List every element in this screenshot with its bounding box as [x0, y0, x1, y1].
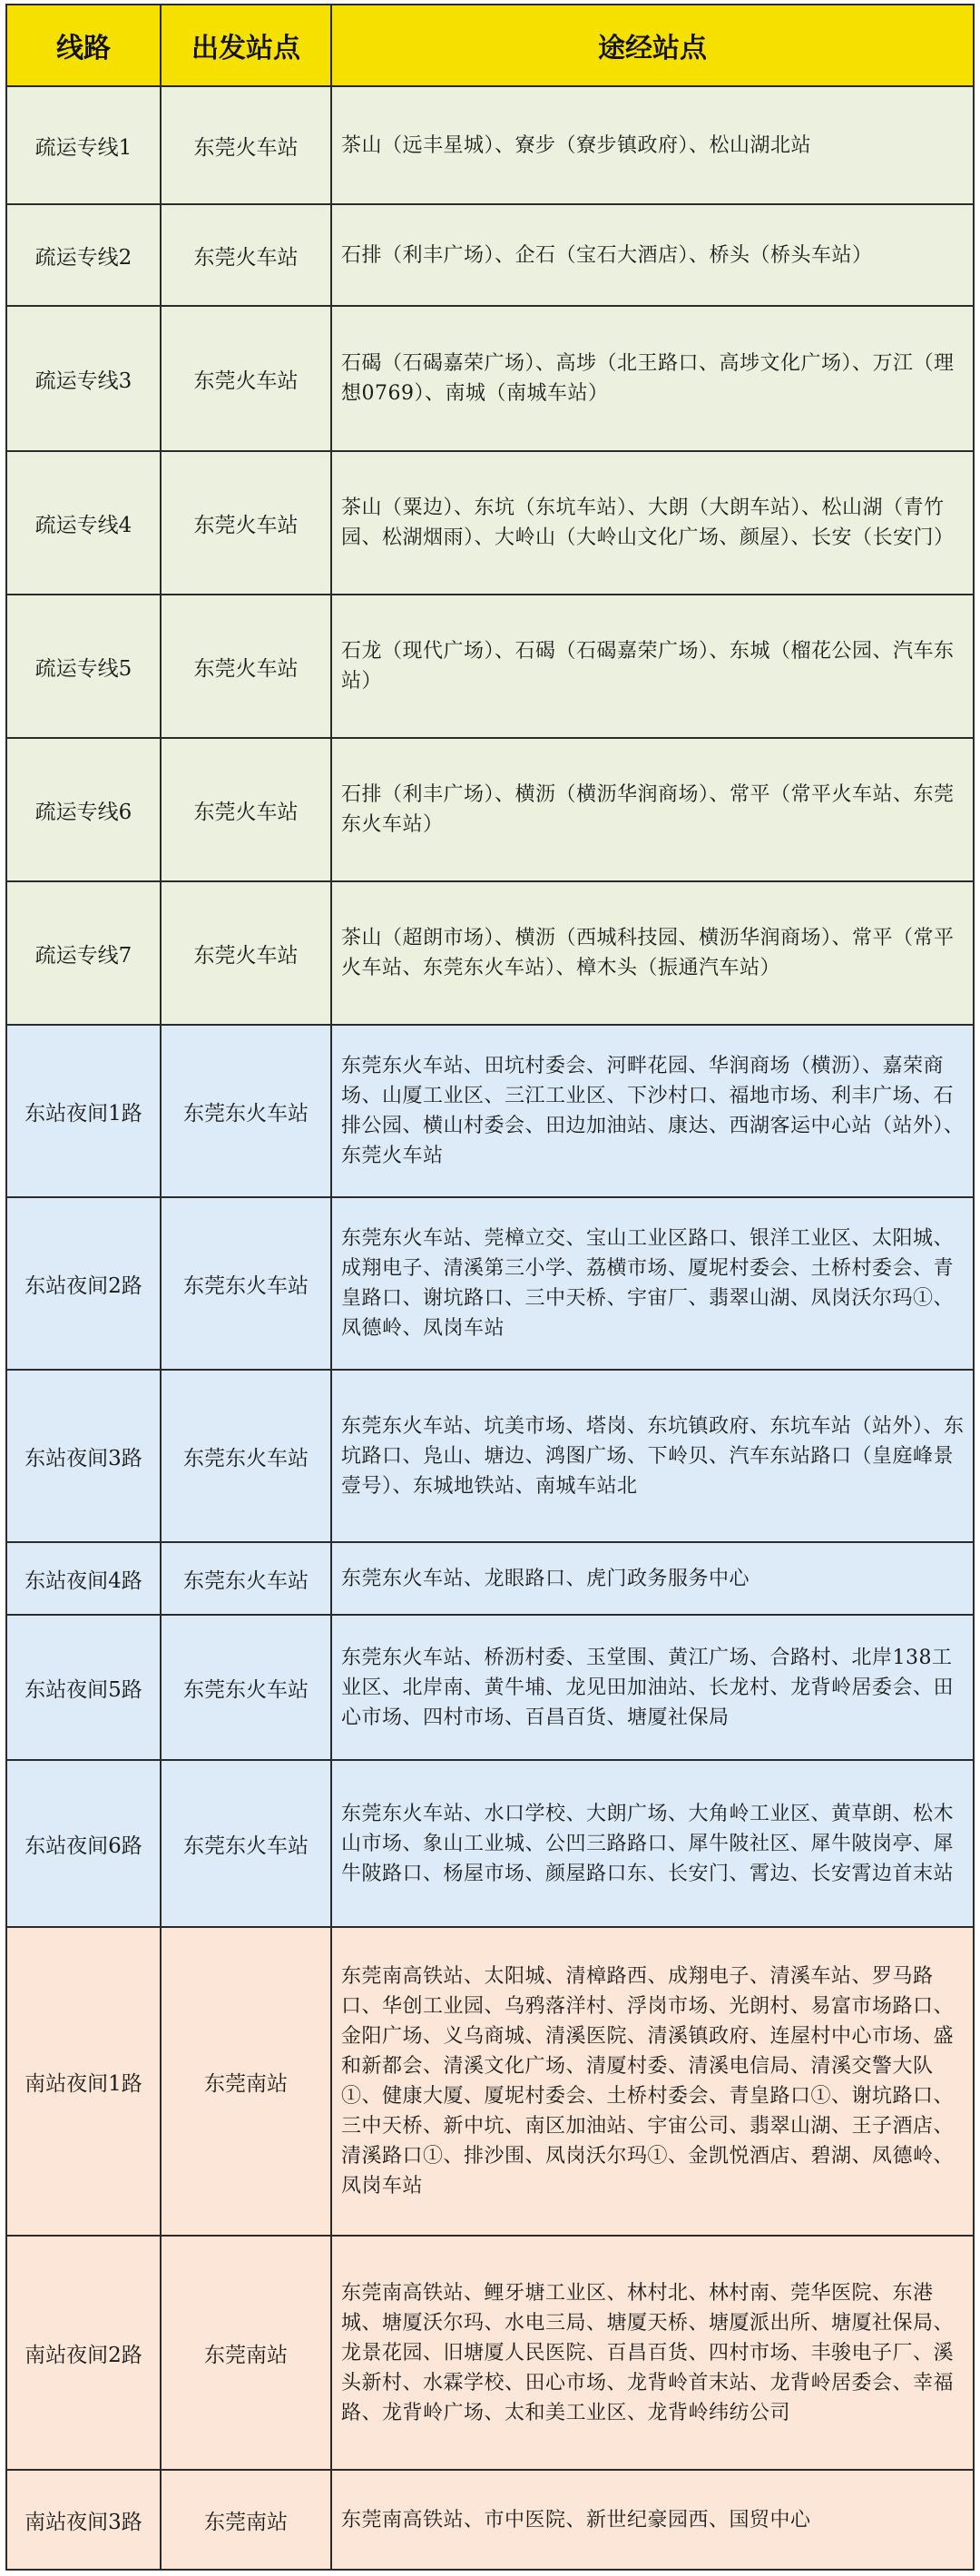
- table-row: [6, 1927, 974, 2236]
- route-stops: 东莞南高铁站、鲤牙塘工业区、林村北、林村南、莞华医院、东港城、塘厦沃尔玛、水电三局、塘厦天桥、塘厦派出所、塘厦社保局、龙景花园、旧塘厦人民医院、百昌百货、四村市场、丰骏电子厂、溪头新村、水霖学校、田心市场、龙背岭首末站、龙背岭居委会、幸福路、龙背岭广场、太和美工业区、龙背岭纬纺公司: [331, 2236, 974, 2470]
- route-stops: 东莞东火车站、龙眼路口、虎门政务服务中心: [331, 1542, 974, 1615]
- line-name: 疏运专线4: [6, 451, 161, 595]
- origin-station: 东莞东火车站: [161, 1542, 331, 1615]
- table-row: [6, 1370, 974, 1542]
- line-name: 东站夜间1路: [6, 1025, 161, 1197]
- route-stops: 东莞南高铁站、太阳城、清樟路西、成翔电子、清溪车站、罗马路口、华创工业园、乌鸦落洋村、浮岗市场、光朗村、易富市场路口、金阳广场、义乌商城、清溪医院、清溪镇政府、连屋村中心市场、盛和新都会、清溪文化广场、清厦村委、清溪电信局、清溪交警大队①、健康大厦、厦坭村委会、土桥村委会、青皇路口①、谢坑路口、三中天桥、新中坑、南区加油站、宇宙公司、翡翠山湖、王子酒店、清溪路口①、排沙围、凤岗沃尔玛①、金凯悦酒店、碧湖、凤德岭、凤岗车站: [331, 1927, 974, 2236]
- origin-station: 东莞东火车站: [161, 1370, 331, 1542]
- route-stops: 石龙（现代广场）、石碣（石碣嘉荣广场）、东城（榴花公园、汽车东站）: [331, 595, 974, 738]
- header-line: 线路: [6, 5, 161, 86]
- table-row: [6, 1025, 974, 1197]
- header-origin: 出发站点: [161, 5, 331, 86]
- origin-station: 东莞火车站: [161, 881, 331, 1025]
- route-stops: 茶山（超朗市场）、横沥（西城科技园、横沥华润商场）、常平（常平火车站、东莞东火车站）、樟木头（振通汽车站）: [331, 881, 974, 1025]
- table-row: [6, 881, 974, 1025]
- table-row: [6, 1542, 974, 1615]
- table-row: [6, 595, 974, 738]
- line-name: 疏运专线5: [6, 595, 161, 738]
- origin-station: 东莞南站: [161, 2236, 331, 2470]
- line-name: 疏运专线7: [6, 881, 161, 1025]
- table-row: [6, 451, 974, 595]
- table-row: [6, 1615, 974, 1760]
- table-row: [6, 738, 974, 881]
- route-stops: 东莞东火车站、桥沥村委、玉堂围、黄江广场、合路村、北岸138工业区、北岸南、黄牛埔、龙见田加油站、长龙村、龙背岭居委会、田心市场、四村市场、百昌百货、塘厦社保局: [331, 1615, 974, 1760]
- route-stops: 东莞东火车站、水口学校、大朗广场、大角岭工业区、黄草朗、松木山市场、象山工业城、公凹三路路口、犀牛陂社区、犀牛陂岗亭、犀牛陂路口、杨屋市场、颜屋路口东、长安门、霄边、长安霄边首末站: [331, 1760, 974, 1927]
- line-name: 东站夜间6路: [6, 1760, 161, 1927]
- line-name: 东站夜间5路: [6, 1615, 161, 1760]
- table-row: [6, 86, 974, 204]
- origin-station: 东莞火车站: [161, 306, 331, 451]
- header-stops: 途经站点: [331, 5, 974, 86]
- route-stops: 石排（利丰广场）、横沥（横沥华润商场）、常平（常平火车站、东莞东火车站）: [331, 738, 974, 881]
- origin-station: 东莞火车站: [161, 595, 331, 738]
- table-header-row: [6, 5, 974, 86]
- route-stops: 东莞东火车站、田坑村委会、河畔花园、华润商场（横沥）、嘉荣商场、山厦工业区、三江工业区、下沙村口、福地市场、利丰广场、石排公园、横山村委会、田边加油站、康达、西湖客运中心站（站外）、东莞火车站: [331, 1025, 974, 1197]
- origin-station: 东莞东火车站: [161, 1615, 331, 1760]
- route-stops: 茶山（远丰星城）、寮步（寮步镇政府）、松山湖北站: [331, 86, 974, 204]
- line-name: 东站夜间4路: [6, 1542, 161, 1615]
- line-name: 南站夜间2路: [6, 2236, 161, 2470]
- route-table: [5, 4, 975, 2571]
- line-name: 疏运专线6: [6, 738, 161, 881]
- table-row: [6, 204, 974, 306]
- route-stops: 东莞南高铁站、市中医院、新世纪豪园西、国贸中心: [331, 2470, 974, 2570]
- table-row: [6, 2236, 974, 2470]
- line-name: 疏运专线3: [6, 306, 161, 451]
- line-name: 南站夜间3路: [6, 2470, 161, 2570]
- route-stops: 东莞东火车站、莞樟立交、宝山工业区路口、银洋工业区、太阳城、成翔电子、清溪第三小学、荔横市场、厦坭村委会、土桥村委会、青皇路口、谢坑路口、三中天桥、宇宙厂、翡翠山湖、凤岗沃尔玛①、凤德岭、凤岗车站: [331, 1197, 974, 1370]
- origin-station: 东莞东火车站: [161, 1197, 331, 1370]
- table-row: [6, 1197, 974, 1370]
- origin-station: 东莞火车站: [161, 86, 331, 204]
- origin-station: 东莞东火车站: [161, 1025, 331, 1197]
- origin-station: 东莞火车站: [161, 204, 331, 306]
- line-name: 东站夜间3路: [6, 1370, 161, 1542]
- origin-station: 东莞南站: [161, 1927, 331, 2236]
- line-name: 疏运专线1: [6, 86, 161, 204]
- route-stops: 石碣（石碣嘉荣广场）、高埗（北王路口、高埗文化广场）、万江（理想0769）、南城（南城车站）: [331, 306, 974, 451]
- table-row: [6, 306, 974, 451]
- table-row: [6, 1760, 974, 1927]
- route-stops: 东莞东火车站、坑美市场、塔岗、东坑镇政府、东坑车站（站外）、东坑路口、凫山、塘边、鸿图广场、下岭贝、汽车东站路口（皇庭峰景壹号）、东城地铁站、南城车站北: [331, 1370, 974, 1542]
- origin-station: 东莞火车站: [161, 738, 331, 881]
- origin-station: 东莞火车站: [161, 451, 331, 595]
- origin-station: 东莞东火车站: [161, 1760, 331, 1927]
- route-stops: 石排（利丰广场）、企石（宝石大酒店）、桥头（桥头车站）: [331, 204, 974, 306]
- table-row: [6, 2470, 974, 2570]
- origin-station: 东莞南站: [161, 2470, 331, 2570]
- line-name: 东站夜间2路: [6, 1197, 161, 1370]
- line-name: 疏运专线2: [6, 204, 161, 306]
- route-stops: 茶山（粟边）、东坑（东坑车站）、大朗（大朗车站）、松山湖（青竹园、松湖烟雨）、大岭山（大岭山文化广场、颜屋）、长安（长安门）: [331, 451, 974, 595]
- line-name: 南站夜间1路: [6, 1927, 161, 2236]
